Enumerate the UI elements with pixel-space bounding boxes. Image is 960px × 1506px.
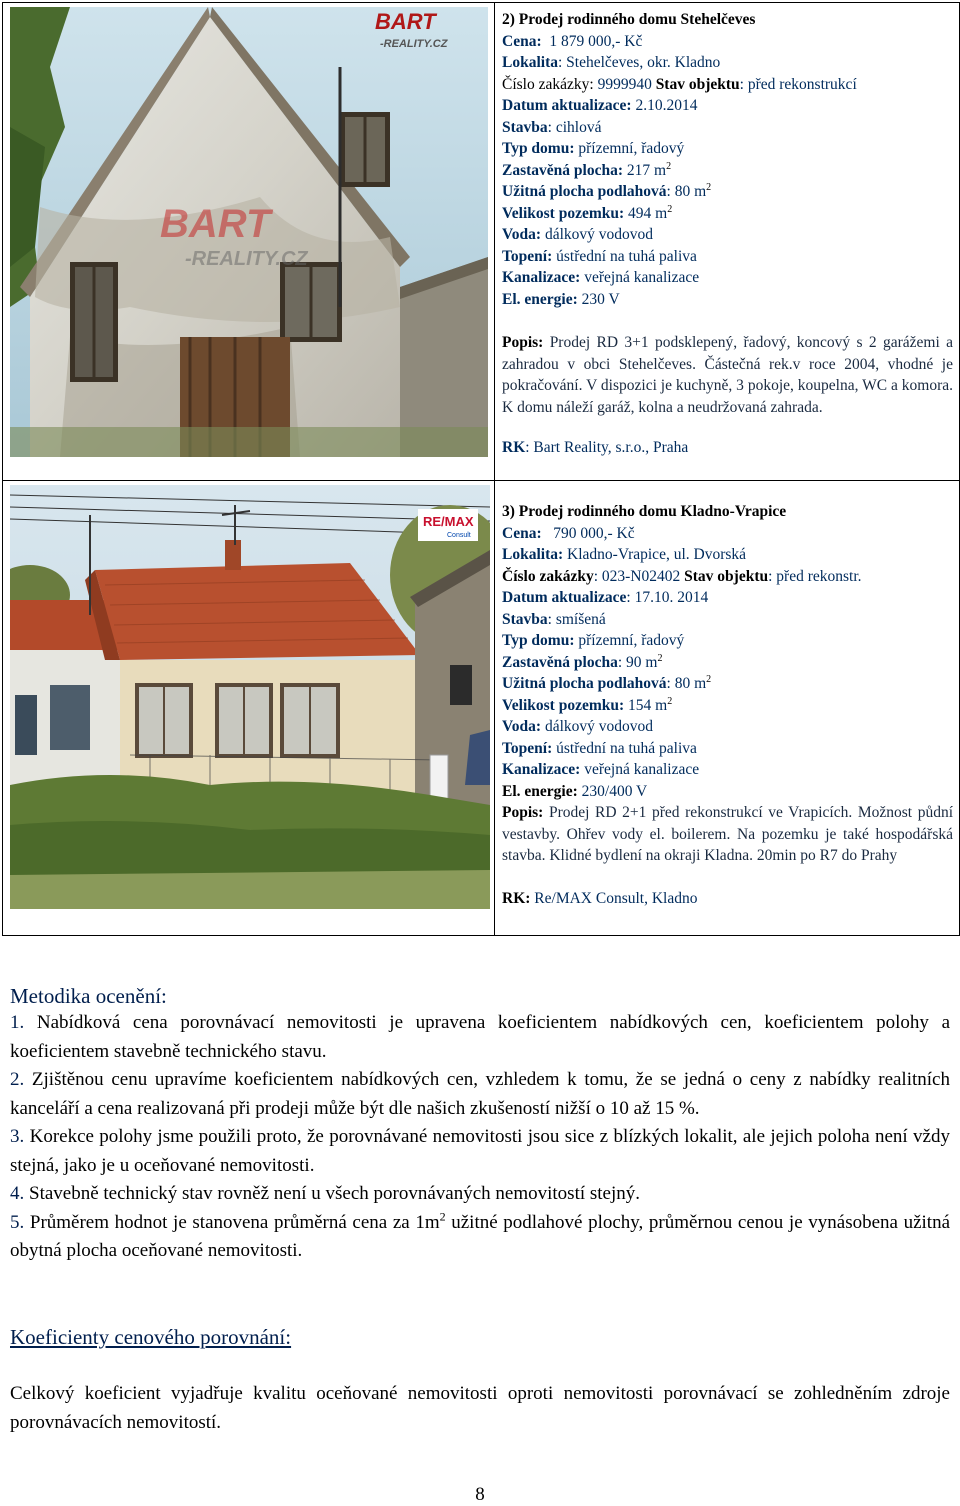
build-label: Stavba bbox=[502, 118, 548, 136]
heating-label: Topení: bbox=[502, 739, 553, 757]
usable-area-label: Užitná plocha podlahová bbox=[502, 183, 667, 200]
desc-label: Popis: bbox=[502, 334, 544, 351]
built-area-label: Zastavěná plocha bbox=[502, 653, 618, 671]
sewer-value: veřejná kanalizace bbox=[580, 761, 700, 778]
water-value: dálkový vodovod bbox=[541, 718, 653, 735]
listing-info bbox=[502, 9, 953, 459]
updated-value: : 17.10. 2014 bbox=[626, 589, 709, 606]
coefficients-text-block bbox=[10, 1380, 950, 1437]
power-value: 230/400 V bbox=[577, 782, 648, 800]
plot-value: 494 m bbox=[624, 204, 668, 222]
power-label: El. energie: bbox=[502, 290, 578, 308]
method-heading: Metodika ocenění: bbox=[10, 984, 167, 1008]
plot-value: 154 m bbox=[624, 696, 668, 714]
method-item-number: 4. bbox=[10, 1183, 25, 1204]
listing-description bbox=[502, 332, 953, 418]
agency-label: RK bbox=[502, 439, 526, 456]
method-item-number: 5. bbox=[10, 1211, 25, 1233]
build-value: : smíšená bbox=[547, 610, 606, 628]
plot-label: Velikost pozemku: bbox=[502, 204, 625, 222]
build-value: : cihlová bbox=[547, 118, 602, 136]
water-label: Voda: bbox=[502, 226, 542, 243]
power-value: 230 V bbox=[577, 290, 620, 308]
method-list bbox=[10, 1009, 950, 1266]
state-value: : před rekonstrukcí bbox=[739, 75, 857, 93]
bart-watermark-center-sub: -REALITY.CZ bbox=[185, 248, 308, 270]
location-value: Kladno-Vrapice, ul. Dvorská bbox=[563, 546, 747, 563]
price-label: Cena: bbox=[502, 524, 542, 542]
method-item-4 bbox=[10, 1180, 950, 1209]
method-item-text: Nabídková cena porovnávací nemovitosti je upravena koeficientem nabídkových cen, koeficientem polohy a koeficientem stavebně technického stavu. bbox=[10, 1012, 950, 1062]
coefficients-text: Celkový koeficient vyjadřuje kvalitu oceňované nemovitosti oproti nemovitosti porovnávací se zohledněním zdroje porovnávacích nemovitostí. bbox=[10, 1383, 950, 1433]
built-area-sup: 2 bbox=[666, 160, 672, 172]
water-value: dálkový vodovod bbox=[541, 226, 653, 243]
method-item-2 bbox=[10, 1066, 950, 1123]
coefficients-heading: Koeficienty cenového porovnání: bbox=[10, 1325, 292, 1349]
page-number: 8 bbox=[475, 1484, 485, 1505]
state-label: Stav objektu bbox=[684, 567, 769, 585]
usable-area-sup: 2 bbox=[706, 673, 712, 685]
order-label: Číslo zakázky: bbox=[502, 75, 594, 93]
order-label: Číslo zakázky bbox=[502, 567, 594, 585]
method-item-1 bbox=[10, 1009, 950, 1066]
bart-watermark-top: BART bbox=[375, 9, 436, 34]
method-item-text: Průměrem hodnot je stanovena průměrná cena za 1m bbox=[24, 1211, 440, 1233]
water-label: Voda: bbox=[502, 718, 542, 735]
method-item-number: 3. bbox=[10, 1126, 25, 1147]
listing-kladno-vrapice bbox=[2, 480, 960, 936]
usable-area-value: : 80 m bbox=[666, 675, 707, 692]
usable-area-value: : 80 m bbox=[666, 183, 707, 200]
method-item-5 bbox=[10, 1209, 950, 1266]
location-label: Lokalita: bbox=[502, 546, 564, 563]
built-area-value: 217 m bbox=[623, 161, 667, 179]
listing-stehelceves bbox=[2, 2, 960, 481]
listing-info bbox=[502, 501, 953, 909]
listing-info-cell bbox=[495, 481, 959, 935]
type-value: přízemní, řadový bbox=[574, 140, 685, 157]
method-item-3 bbox=[10, 1123, 950, 1180]
listing-description bbox=[502, 802, 953, 867]
desc-text: Prodej RD 2+1 před rekonstrukcí ve Vrapicích. Možnost půdní vestavby. Ohřev vody el. boilerem. Na pozemku je také hospodářská stavba. Klidné bydlení na okraji Kladna. 20min po R7 do Prahy bbox=[502, 804, 953, 864]
bart-watermark-top-sub: -REALITY.CZ bbox=[380, 38, 448, 50]
price-label: Cena: bbox=[502, 32, 542, 50]
desc-label: Popis: bbox=[502, 804, 544, 821]
agency-value: Re/MAX Consult, Kladno bbox=[530, 889, 698, 907]
price-value: 790 000,- Kč bbox=[553, 524, 635, 542]
method-item-text: Korekce polohy jsme použili proto, že porovnávané nemovitosti jsou sice z blízkých lokalit, ale jejich poloha není vždy stejná, jako je u oceňované nemovitosti. bbox=[10, 1126, 950, 1176]
method-item-sup: 2 bbox=[439, 1209, 446, 1224]
heating-value: ústřední na tuhá paliva bbox=[552, 739, 697, 757]
desc-text: Prodej RD 3+1 podsklepený, řadový, koncový s 2 garážemi a zahradou v obci Stehelčeves. Částečná rek.v roce 2004, vhodné je pokračování. V dispozici je kuchyně, 3 pokoje, koupelna, WC a komora. K domu náleží garáž, kolna a neudržovaná zahrada. bbox=[502, 334, 953, 416]
method-item-text: Stavebně technický stav rovněž není u všech porovnávaných nemovitostí stejný. bbox=[24, 1183, 641, 1204]
listing-info-cell bbox=[495, 3, 959, 480]
plot-sup: 2 bbox=[667, 203, 673, 215]
location-label: Lokalita bbox=[502, 54, 558, 71]
usable-area-sup: 2 bbox=[706, 181, 712, 193]
state-value: : před rekonstr. bbox=[768, 567, 862, 585]
heating-label: Topení: bbox=[502, 247, 553, 265]
method-item-text: Zjištěnou cenu upravíme koeficientem nabídkových cen, vzhledem k tomu, že se jedná o ceny z nabídky realitních kanceláří a cena realizovaná při prodeji může být dle našich zkušeností nižší o 10 až 15 %. bbox=[10, 1069, 950, 1119]
agency-value: : Bart Reality, s.r.o., Praha bbox=[525, 439, 689, 456]
type-value: přízemní, řadový bbox=[574, 632, 685, 649]
power-label: El. energie: bbox=[502, 782, 578, 800]
built-area-sup: 2 bbox=[657, 652, 663, 664]
location-value: : Stehelčeves, okr. Kladno bbox=[557, 54, 721, 71]
method-item-number: 2. bbox=[10, 1069, 25, 1090]
listing-photo-cell bbox=[3, 481, 495, 935]
sewer-label: Kanalizace: bbox=[502, 761, 581, 778]
updated-label: Datum aktualizace: bbox=[502, 97, 632, 114]
method-item-text: užitné podlahové plochy, průměrnou cenou je vynásobena užitná obytná plocha oceňované nemovitosti. bbox=[10, 1211, 950, 1261]
agency-label: RK: bbox=[502, 889, 531, 907]
listing-photo-cell bbox=[3, 3, 495, 480]
state-label: Stav objektu bbox=[655, 75, 740, 93]
listing-title: 2) Prodej rodinného domu Stehelčeves bbox=[502, 11, 756, 28]
usable-area-label: Užitná plocha podlahová bbox=[502, 675, 667, 692]
method-item-number: 1. bbox=[10, 1012, 25, 1033]
listing-title: 3) Prodej rodinného domu Kladno-Vrapice bbox=[502, 503, 787, 520]
bart-watermark-center: BART bbox=[160, 202, 271, 246]
built-area-label: Zastavěná plocha: bbox=[502, 161, 623, 179]
sewer-label: Kanalizace: bbox=[502, 269, 581, 286]
order-value: : 023-N02402 bbox=[593, 567, 685, 585]
remax-logo: RE/MAX bbox=[423, 514, 474, 529]
house-photo-kladno-vrapice bbox=[10, 485, 490, 909]
price-value: 1 879 000,- Kč bbox=[549, 32, 643, 50]
build-label: Stavba bbox=[502, 610, 548, 628]
plot-sup: 2 bbox=[667, 695, 673, 707]
plot-label: Velikost pozemku: bbox=[502, 696, 625, 714]
house-photo-stehelceves bbox=[10, 7, 488, 457]
order-value: 9999940 bbox=[593, 75, 656, 93]
type-label: Typ domu: bbox=[502, 140, 575, 157]
built-area-value: : 90 m bbox=[617, 653, 658, 671]
updated-value: 2.10.2014 bbox=[631, 97, 698, 114]
remax-logo-sub: Consult bbox=[447, 532, 471, 539]
type-label: Typ domu: bbox=[502, 632, 575, 649]
heating-value: ústřední na tuhá paliva bbox=[552, 247, 697, 265]
sewer-value: veřejná kanalizace bbox=[580, 269, 700, 286]
updated-label: Datum aktualizace bbox=[502, 589, 627, 606]
